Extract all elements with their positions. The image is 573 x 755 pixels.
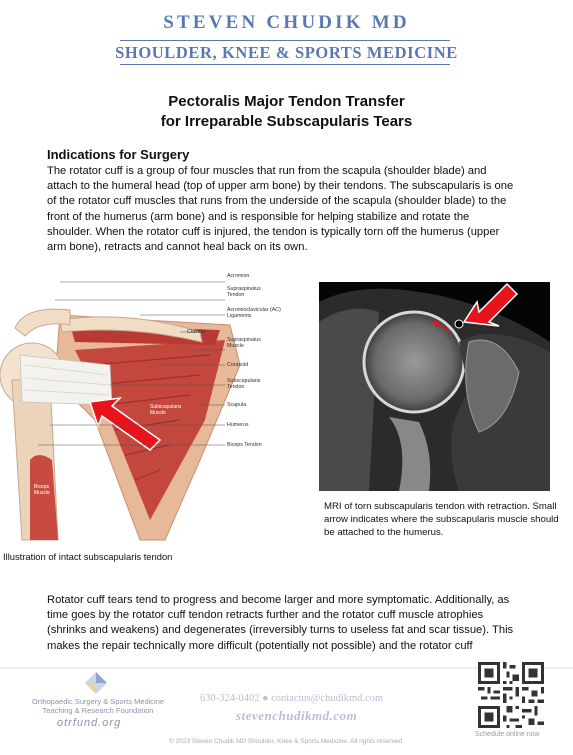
diamond-logo-icon	[85, 672, 107, 694]
phone-number[interactable]: 630-324-0402	[200, 693, 260, 704]
copyright-notice: © 2023 Steven Chudik MD Shoulder, Knee & Sports Medicine. All rights reserved.	[169, 738, 404, 745]
paragraph-line: (shrinks and weakens) and degenerates (irreversibly turns to useless fat and scar tissue). This	[47, 624, 514, 637]
paragraph-line: Rotator cuff tears tend to progress and become larger and more symptomatic. Additionally, as	[47, 594, 510, 606]
label-supraspinatus-muscle: Supraspinatus Muscle	[227, 337, 261, 349]
paragraph-line: of the rotator cuff muscles that runs from the underside of the scapula (shoulder blade) to the	[47, 195, 507, 208]
paragraph-line: attach to the humeral head (top of upper arm bone) by their tendons. The subscapularis is one	[47, 180, 514, 193]
foundation-logo	[85, 672, 107, 694]
paragraph-line: arm bone), retracts and cannot heal back on its own.	[47, 241, 308, 254]
schedule-online-link[interactable]: Schedule online now	[475, 731, 540, 738]
svg-text:Muscle: Muscle	[150, 410, 166, 416]
paragraph-line: The rotator cuff is a group of four muscles that run from the scapula (shoulder blade) and	[47, 165, 487, 177]
svg-text:Biceps: Biceps	[34, 484, 50, 490]
label-scapula: Scapula	[227, 402, 247, 408]
paragraph-line: time goes by the rotator cuff tendon retracts further and the rotator cuff muscle atrophies	[47, 609, 484, 622]
paragraph-line: makes the repair technically more difficult (potentially not possible) and the rotator cuff	[47, 639, 473, 652]
practice-tagline: SHOULDER, KNEE & SPORTS MEDICINE	[115, 43, 458, 62]
foundation-line1: Orthopaedic Surgery & Sports Medicine	[31, 697, 165, 706]
header-divider	[120, 40, 450, 41]
mri-caption: MRI of torn subscapularis tendon with retraction. Small arrow indicates where the subscapularis muscle should be attached to the humerus.	[324, 501, 559, 538]
contact-line	[200, 693, 383, 704]
foundation-line2: Teaching & Research Foundation	[42, 706, 154, 715]
qr-code-icon	[478, 662, 544, 728]
practice-name: STEVEN CHUDIK MD	[163, 12, 410, 33]
label-ac-ligaments: Acromioclavicular (AC) Ligaments	[227, 307, 281, 319]
foundation-name	[8, 697, 188, 715]
illustration-caption: Illustration of intact subscapularis tendon	[3, 551, 173, 562]
page-title-line1: Pectoralis Major Tendon Transfer	[168, 93, 405, 110]
email-link[interactable]: contactus@chudikmd.com	[271, 693, 384, 704]
bullet-icon: ●	[262, 693, 272, 704]
qr-code[interactable]	[478, 662, 544, 728]
page-title-line2: for Irreparable Subscapularis Tears	[160, 113, 413, 130]
section-heading: Indications for Surgery	[47, 147, 190, 162]
foundation-website[interactable]: otrfund.org	[57, 717, 122, 729]
progression-paragraph	[47, 593, 537, 654]
label-subscapularis-tendon: Subscapularis Tendon	[227, 378, 261, 390]
label-supraspinatus-tendon: Supraspinatus Tendon	[227, 286, 261, 298]
header-divider-bottom	[120, 64, 450, 65]
indications-paragraph	[47, 164, 537, 255]
paragraph-line: shoulder. When the rotator cuff is injured, the tendon is typically torn off the humerus (upper	[47, 225, 500, 238]
label-clavicle: Clavicle	[187, 329, 206, 335]
svg-text:Subscapularis: Subscapularis	[150, 404, 182, 410]
shoulder-illustration	[0, 270, 310, 545]
label-humerus: Humerus	[227, 422, 249, 428]
mri-scan-drawing	[319, 282, 550, 491]
label-coracoid: Coracoid	[227, 362, 249, 368]
practice-website-link[interactable]: stevenchudikmd.com	[236, 708, 358, 723]
label-acromion: Acromion	[227, 273, 250, 279]
mri-image	[319, 282, 550, 491]
paragraph-line: front of the humerus (arm bone) and is responsible for helping stabilize and rotate the	[47, 210, 470, 223]
label-biceps-tendon: Biceps Tendon	[227, 442, 262, 448]
svg-text:Muscle: Muscle	[34, 490, 50, 496]
